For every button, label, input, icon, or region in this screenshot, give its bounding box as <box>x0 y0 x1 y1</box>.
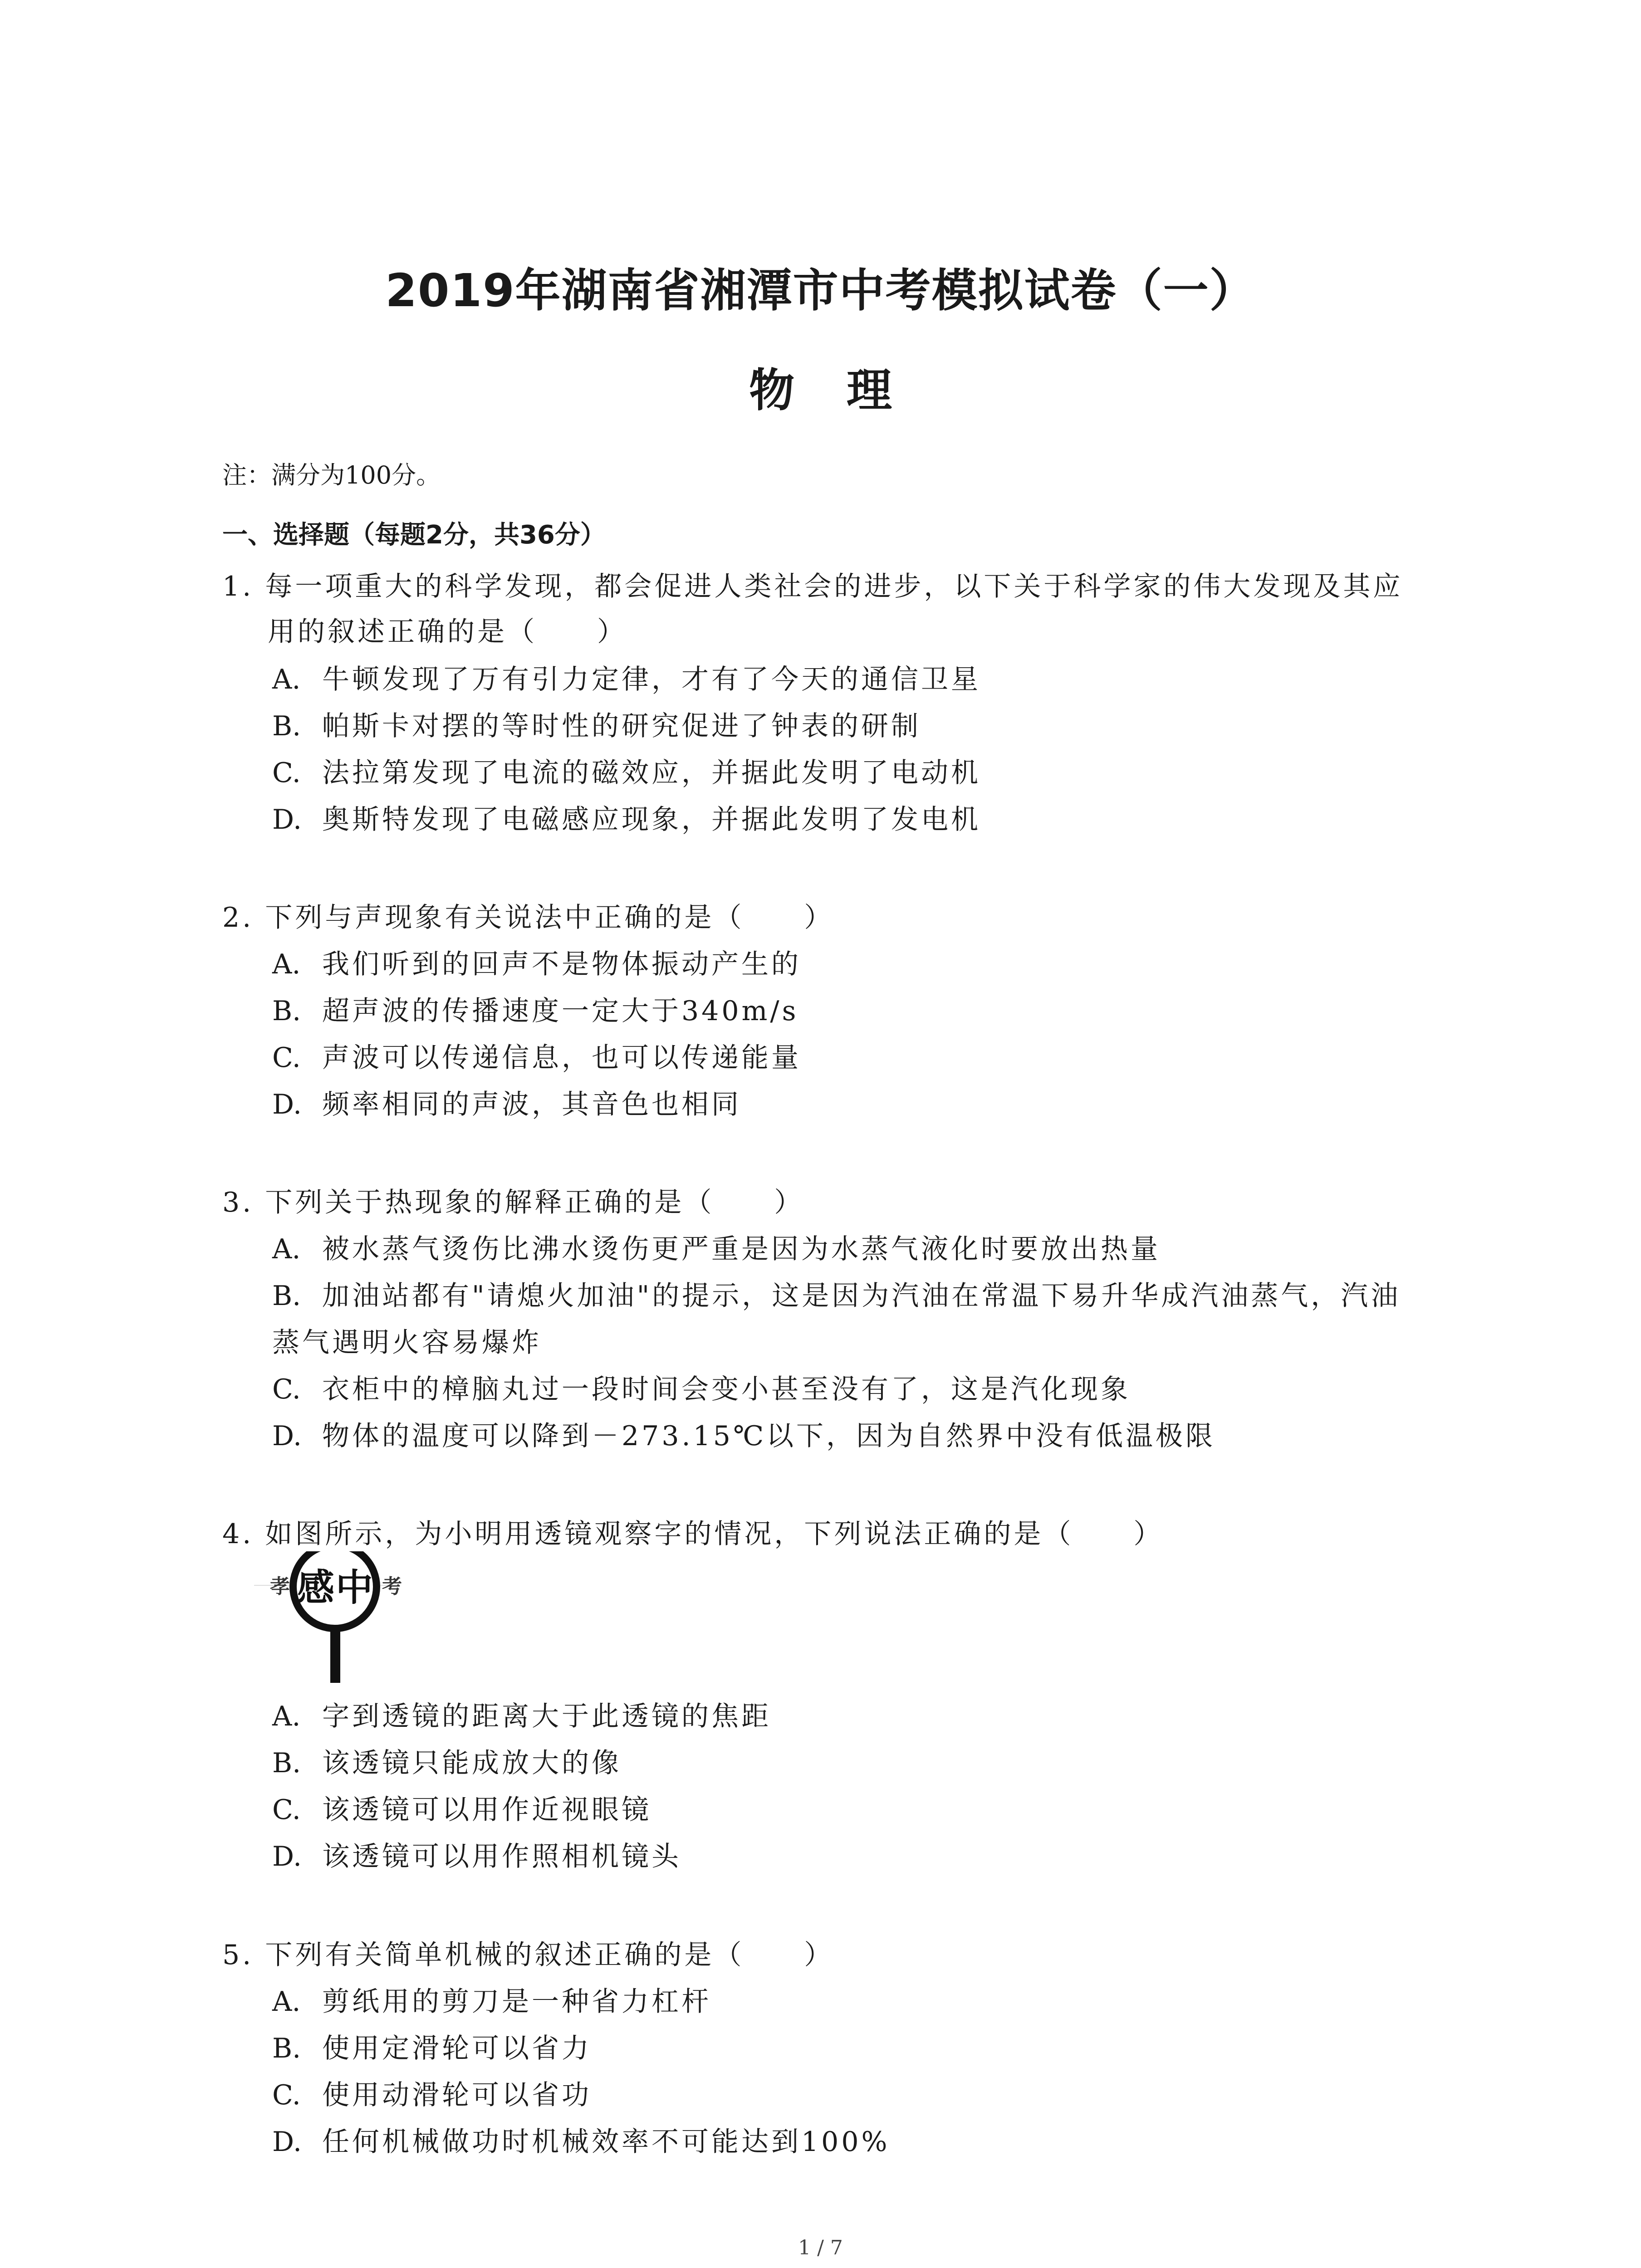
magnifier-icon <box>254 1551 417 1701</box>
question-5-option-c: C. 使用动滑轮可以省功 <box>272 2079 592 2111</box>
question-4-option-d: D. 该透镜可以用作照相机镜头 <box>272 1841 681 1872</box>
question-3-option-b: B. 加油站都有"请熄火加油"的提示，这是因为汽油在常温下易升华成汽油蒸气，汽油 <box>272 1280 1401 1312</box>
question-1-option-d: D. 奥斯特发现了电磁感应现象，并据此发明了发电机 <box>272 804 981 836</box>
question-5-option-a: A. 剪纸用的剪刀是一种省力杠杆 <box>272 1986 711 2018</box>
question-3-option-d: D. 物体的温度可以降到－273.15℃以下，因为自然界中没有低温极限 <box>272 1420 1216 1452</box>
question-1-option-a: A. 牛顿发现了万有引力定律，才有了今天的通信卫星 <box>272 664 981 695</box>
question-3-option-b-cont: 蒸气遇明火容易爆炸 <box>272 1327 542 1359</box>
question-2-stem: 2. 下列与声现象有关说法中正确的是（ ） <box>222 902 834 934</box>
question-5-option-d: D. 任何机械做功时机械效率不可能达到100% <box>272 2126 890 2158</box>
page-number: 1 / 7 <box>798 2236 843 2259</box>
question-1-stem: 1. 每一项重大的科学发现，都会促进人类社会的进步，以下关于科学家的伟大发现及其应 <box>222 571 1403 602</box>
question-4-option-b: B. 该透镜只能成放大的像 <box>272 1747 622 1779</box>
figure-left-char: 孝 <box>270 1575 290 1598</box>
question-2-option-c: C. 声波可以传递信息，也可以传递能量 <box>272 1042 801 1074</box>
question-3-option-a: A. 被水蒸气烫伤比沸水烫伤更严重是因为水蒸气液化时要放出热量 <box>272 1233 1161 1265</box>
question-4-stem: 4. 如图所示，为小明用透镜观察字的情况，下列说法正确的是（ ） <box>222 1518 1164 1550</box>
figure-lens-char-1: 感 <box>297 1566 335 1609</box>
question-2-option-b: B. 超声波的传播速度一定大于340m/s <box>272 995 799 1027</box>
question-3-option-c: C. 衣柜中的樟脑丸过一段时间会变小甚至没有了，这是汽化现象 <box>272 1374 1131 1405</box>
magnifier-figure <box>254 1551 417 1701</box>
question-2-option-a: A. 我们听到的回声不是物体振动产生的 <box>272 948 801 980</box>
score-note: 注：满分为100分。 <box>222 461 441 489</box>
question-5-option-b: B. 使用定滑轮可以省力 <box>272 2033 592 2064</box>
question-2-option-d: D. 频率相同的声波，其音色也相同 <box>272 1089 741 1120</box>
question-4-option-a: A. 字到透镜的距离大于此透镜的焦距 <box>272 1701 771 1732</box>
question-3-stem: 3. 下列关于热现象的解释正确的是（ ） <box>222 1187 804 1218</box>
figure-lens-char-2: 中 <box>336 1566 373 1609</box>
page-title: 2019年湖南省湘潭市中考模拟试卷（一） <box>385 264 1256 317</box>
figure-right-char: 考 <box>382 1575 402 1598</box>
section-heading: 一、选择题（每题2分，共36分） <box>222 520 606 550</box>
question-1-option-b: B. 帕斯卡对摆的等时性的研究促进了钟表的研制 <box>272 710 921 742</box>
question-1-stem-cont: 用的叙述正确的是（ ） <box>268 616 627 648</box>
question-1-option-c: C. 法拉第发现了电流的磁效应，并据此发明了电动机 <box>272 757 981 789</box>
subject-title: 物 理 <box>749 364 892 417</box>
question-5-stem: 5. 下列有关简单机械的叙述正确的是（ ） <box>222 1939 834 1971</box>
question-4-option-c: C. 该透镜可以用作近视眼镜 <box>272 1794 652 1826</box>
